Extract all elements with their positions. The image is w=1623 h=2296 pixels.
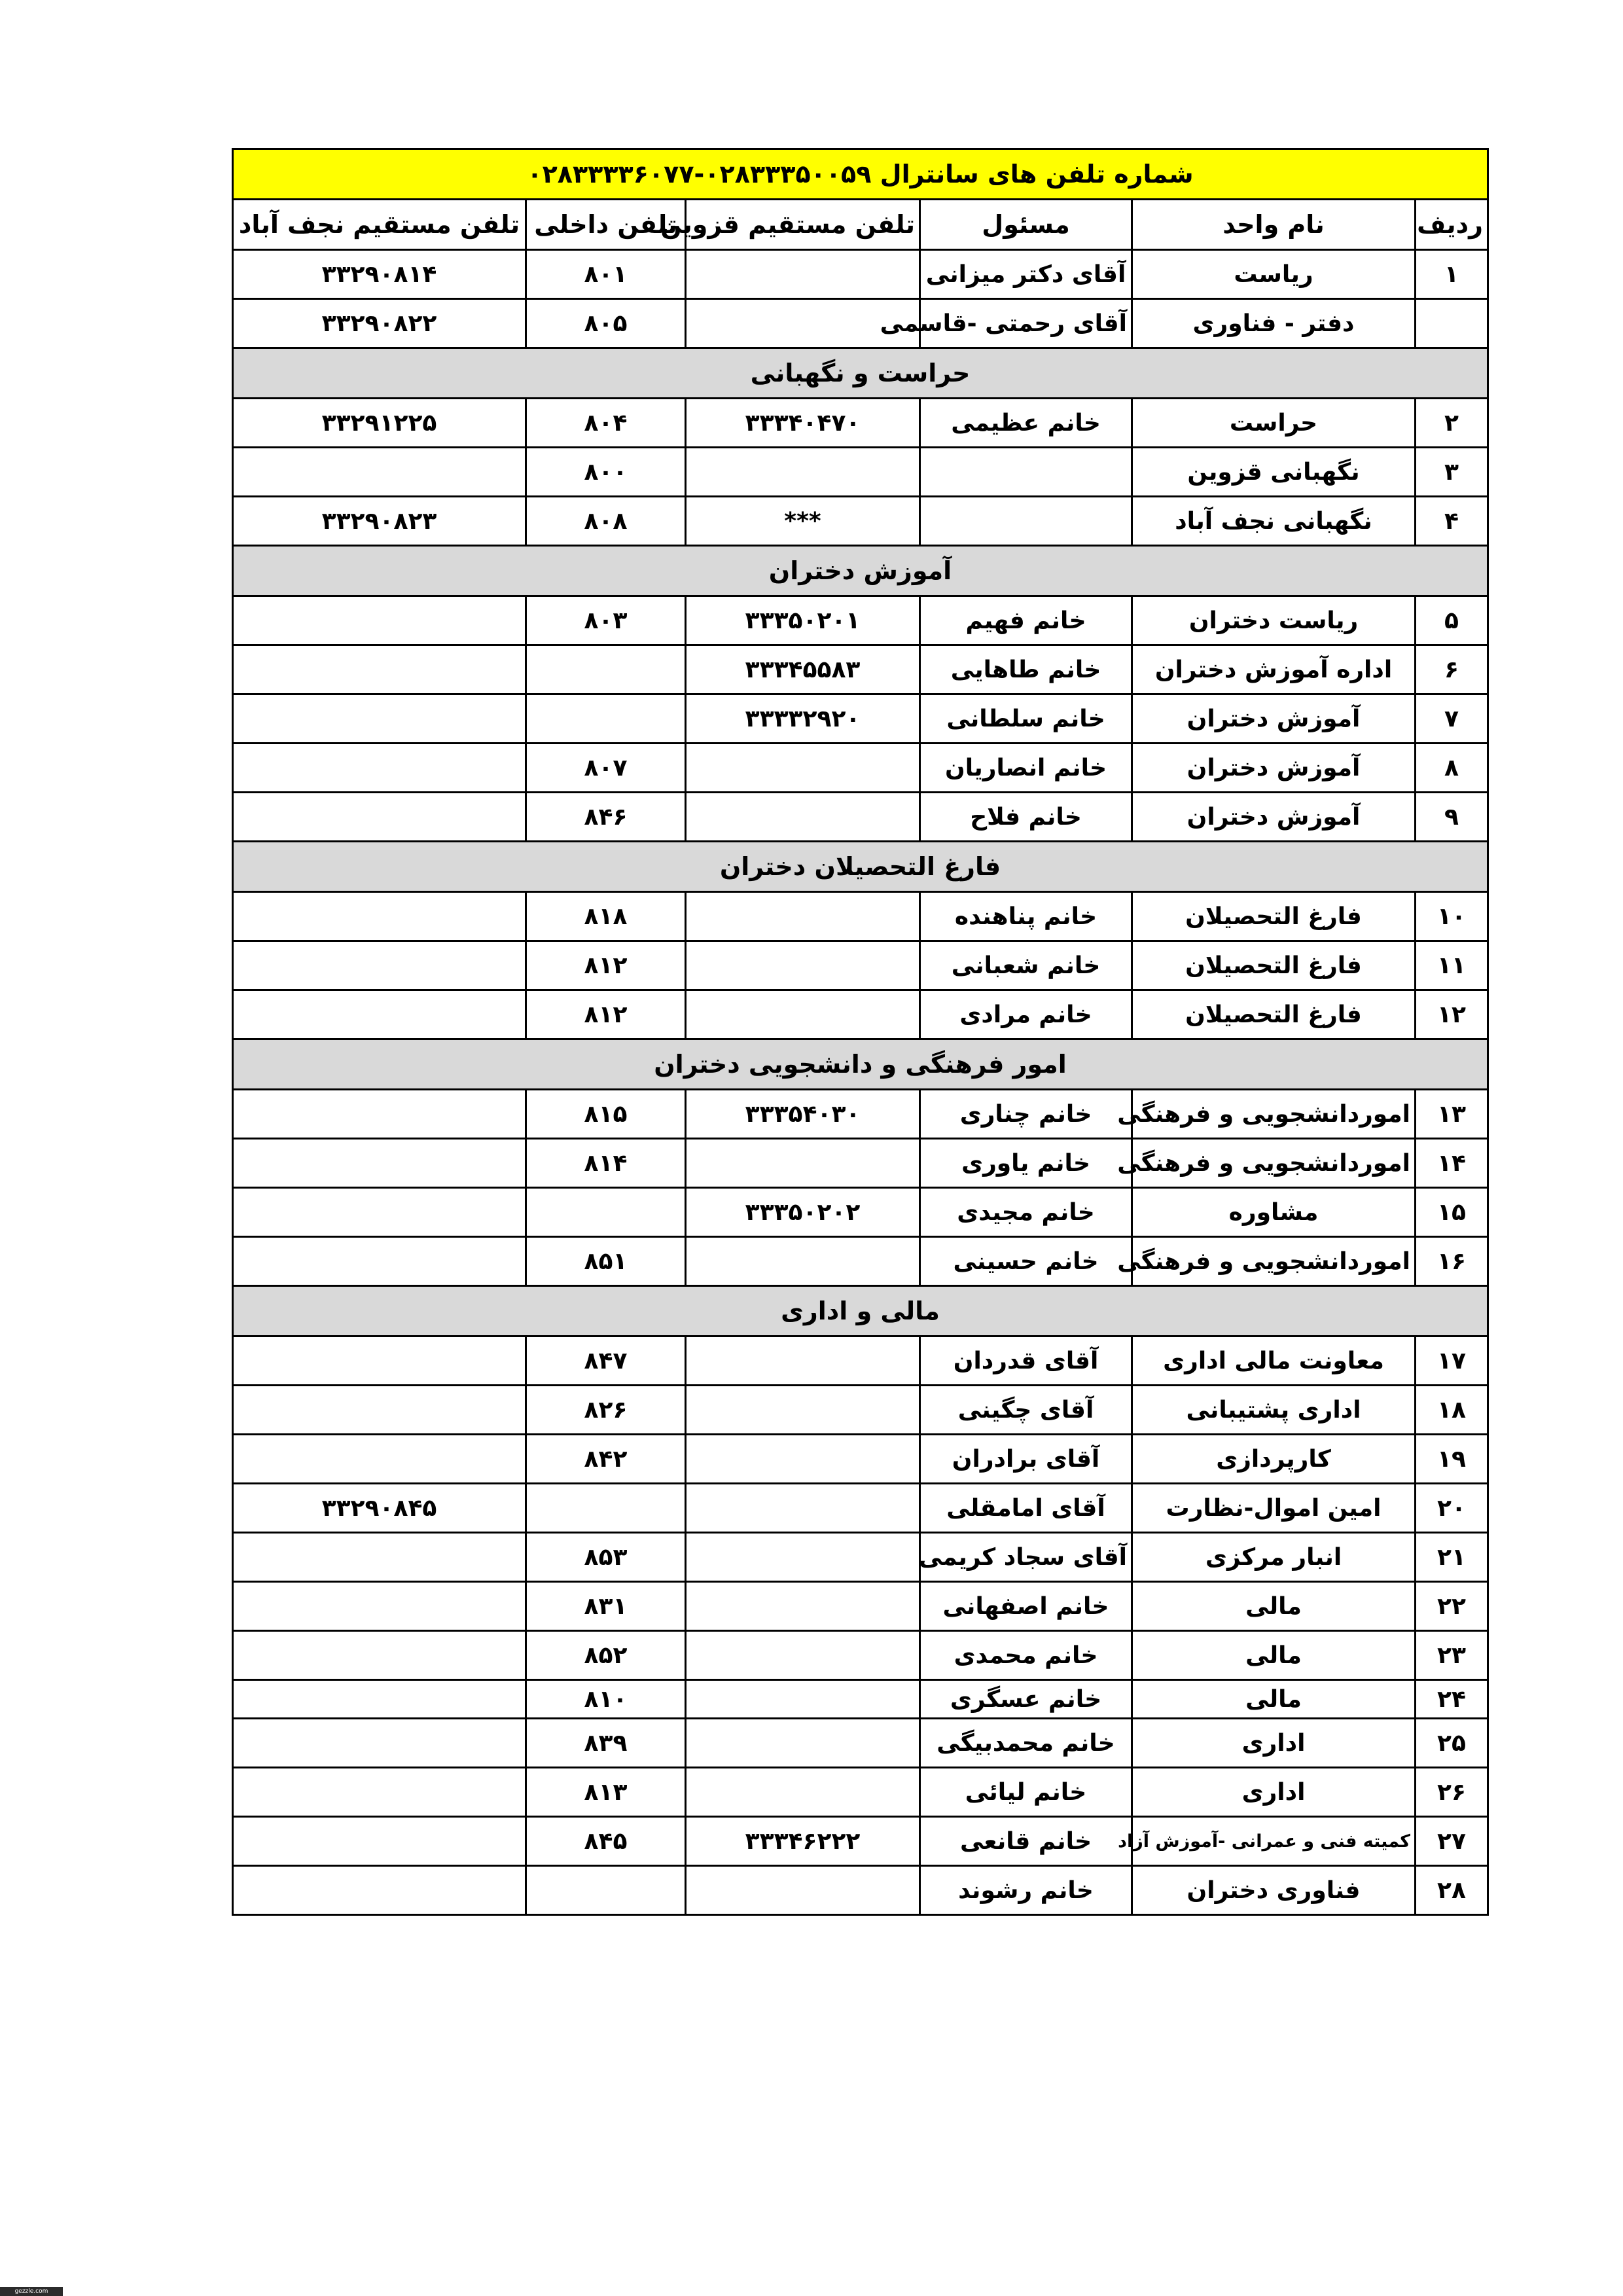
cell-qazvin-phone [686, 793, 920, 842]
cell-unit: آموزش دختران [1132, 694, 1416, 744]
header-internal-phone: تلفن داخلی [526, 200, 686, 250]
cell-person: آقای قدردان [920, 1336, 1132, 1386]
cell-najafabad-phone: ۳۳۲۹۰۸۲۲ [233, 299, 526, 348]
section-title: امور فرهنگی و دانشجویی دختران [233, 1039, 1488, 1090]
title-row [233, 149, 1488, 200]
cell-person: خانم سلطانی [920, 694, 1132, 744]
cell-person: خانم محمدی [920, 1631, 1132, 1680]
cell-unit: فارغ التحصیلان [1132, 941, 1416, 990]
cell-radif: ۲۲ [1416, 1582, 1488, 1631]
cell-radif: ۲۵ [1416, 1719, 1488, 1768]
cell-unit: اداره آموزش دختران [1132, 645, 1416, 694]
cell-unit: معاونت مالی اداری [1132, 1336, 1416, 1386]
cell-radif: ۲۶ [1416, 1768, 1488, 1817]
cell-qazvin-phone: ۳۳۳۵۰۲۰۲ [686, 1188, 920, 1237]
cell-internal-phone: ۸۱۵ [526, 1090, 686, 1139]
table-row [233, 793, 1488, 842]
table-row [233, 497, 1488, 546]
section-title: حراست و نگهبانی [233, 348, 1488, 399]
table-row [233, 645, 1488, 694]
table-row [233, 1582, 1488, 1631]
cell-internal-phone [526, 694, 686, 744]
cell-internal-phone: ۸۳۹ [526, 1719, 686, 1768]
cell-unit: اموردانشجویی و فرهنگی [1132, 1090, 1416, 1139]
cell-internal-phone: ۸۰۵ [526, 299, 686, 348]
cell-najafabad-phone: ۳۳۲۹۰۸۴۵ [233, 1484, 526, 1533]
cell-unit: اموردانشجویی و فرهنگی [1132, 1237, 1416, 1286]
cell-radif: ۱۲ [1416, 990, 1488, 1039]
cell-unit: دفتر - فناوری [1132, 299, 1416, 348]
section-title: آموزش دختران [233, 546, 1488, 596]
cell-person: خانم قانعی [920, 1817, 1132, 1866]
cell-person: خانم انصاریان [920, 744, 1132, 793]
cell-unit: اداری [1132, 1719, 1416, 1768]
table-row [233, 1435, 1488, 1484]
cell-unit: ریاست دختران [1132, 596, 1416, 645]
cell-internal-phone [526, 1484, 686, 1533]
cell-person: خانم شعبانی [920, 941, 1132, 990]
header-row [233, 200, 1488, 250]
cell-radif: ۱۴ [1416, 1139, 1488, 1188]
cell-najafabad-phone: ۳۳۲۹۰۸۱۴ [233, 250, 526, 299]
cell-internal-phone: ۸۴۷ [526, 1336, 686, 1386]
cell-person: خانم طاهایی [920, 645, 1132, 694]
cell-radif: ۱۷ [1416, 1336, 1488, 1386]
cell-qazvin-phone: ۳۳۳۴۰۴۷۰ [686, 399, 920, 448]
cell-radif: ۱۵ [1416, 1188, 1488, 1237]
cell-unit: مشاوره [1132, 1188, 1416, 1237]
cell-unit: ریاست [1132, 250, 1416, 299]
cell-radif [1416, 299, 1488, 348]
cell-radif: ۲۴ [1416, 1680, 1488, 1719]
cell-radif: ۲۸ [1416, 1866, 1488, 1915]
table-row [233, 1090, 1488, 1139]
cell-internal-phone: ۸۴۲ [526, 1435, 686, 1484]
cell-unit: کارپردازی [1132, 1435, 1416, 1484]
cell-najafabad-phone [233, 1386, 526, 1435]
cell-unit: مالی [1132, 1582, 1416, 1631]
section-row [233, 842, 1488, 892]
cell-radif: ۸ [1416, 744, 1488, 793]
cell-person: خانم حسینی [920, 1237, 1132, 1286]
cell-qazvin-phone: ۳۳۳۴۵۵۸۳ [686, 645, 920, 694]
cell-najafabad-phone [233, 448, 526, 497]
cell-internal-phone: ۸۵۲ [526, 1631, 686, 1680]
cell-unit: نگهبانی قزوین [1132, 448, 1416, 497]
cell-person: خانم چناری [920, 1090, 1132, 1139]
cell-unit: فارغ التحصیلان [1132, 990, 1416, 1039]
table-row [233, 941, 1488, 990]
cell-qazvin-phone [686, 744, 920, 793]
table-row [233, 1484, 1488, 1533]
header-unit: نام واحد [1132, 200, 1416, 250]
table-row [233, 744, 1488, 793]
table-row [233, 1866, 1488, 1915]
cell-internal-phone: ۸۰۳ [526, 596, 686, 645]
cell-najafabad-phone [233, 1336, 526, 1386]
cell-qazvin-phone [686, 250, 920, 299]
cell-person [920, 448, 1132, 497]
cell-person: خانم عسگری [920, 1680, 1132, 1719]
cell-unit: انبار مرکزی [1132, 1533, 1416, 1582]
cell-internal-phone: ۸۰۰ [526, 448, 686, 497]
cell-radif: ۴ [1416, 497, 1488, 546]
cell-radif: ۲۷ [1416, 1817, 1488, 1866]
cell-radif: ۵ [1416, 596, 1488, 645]
cell-radif: ۱۹ [1416, 1435, 1488, 1484]
table-row [233, 250, 1488, 299]
section-row [233, 546, 1488, 596]
cell-qazvin-phone [686, 1768, 920, 1817]
cell-qazvin-phone: ۳۳۳۳۲۹۲۰ [686, 694, 920, 744]
watermark-logo: gezzle.com [0, 2287, 63, 2296]
cell-najafabad-phone [233, 645, 526, 694]
cell-unit: نگهبانی نجف آباد [1132, 497, 1416, 546]
cell-qazvin-phone: ۳۳۳۵۰۲۰۱ [686, 596, 920, 645]
table-row [233, 1533, 1488, 1582]
cell-najafabad-phone [233, 1435, 526, 1484]
table-row [233, 596, 1488, 645]
table-row [233, 299, 1488, 348]
cell-qazvin-phone: ۳۳۳۵۴۰۳۰ [686, 1090, 920, 1139]
cell-internal-phone: ۸۴۶ [526, 793, 686, 842]
table-row [233, 1817, 1488, 1866]
cell-qazvin-phone [686, 1386, 920, 1435]
cell-person: خانم رشوند [920, 1866, 1132, 1915]
header-najafabad-phone: تلفن مستقیم نجف آباد [233, 200, 526, 250]
cell-qazvin-phone [686, 1719, 920, 1768]
cell-person: خانم فهیم [920, 596, 1132, 645]
cell-najafabad-phone [233, 694, 526, 744]
cell-qazvin-phone [686, 1484, 920, 1533]
section-title: مالی و اداری [233, 1286, 1488, 1336]
cell-person: آقای چگینی [920, 1386, 1132, 1435]
cell-radif: ۱۰ [1416, 892, 1488, 941]
cell-najafabad-phone [233, 1139, 526, 1188]
cell-unit: فناوری دختران [1132, 1866, 1416, 1915]
cell-radif: ۲ [1416, 399, 1488, 448]
cell-radif: ۹ [1416, 793, 1488, 842]
cell-najafabad-phone [233, 1680, 526, 1719]
cell-najafabad-phone [233, 1090, 526, 1139]
cell-qazvin-phone [686, 1680, 920, 1719]
cell-person: خانم عظیمی [920, 399, 1132, 448]
cell-qazvin-phone [686, 892, 920, 941]
cell-najafabad-phone [233, 1768, 526, 1817]
cell-person: خانم یاوری [920, 1139, 1132, 1188]
cell-unit: اداری [1132, 1768, 1416, 1817]
table-row [233, 892, 1488, 941]
table-row [233, 990, 1488, 1039]
header-person: مسئول [920, 200, 1132, 250]
cell-najafabad-phone [233, 596, 526, 645]
cell-najafabad-phone [233, 793, 526, 842]
cell-internal-phone: ۸۳۱ [526, 1582, 686, 1631]
cell-najafabad-phone: ۳۳۲۹۱۲۲۵ [233, 399, 526, 448]
cell-qazvin-phone [686, 1631, 920, 1680]
cell-internal-phone: ۸۱۴ [526, 1139, 686, 1188]
header-qazvin-phone: تلفن مستقیم قزوین [686, 200, 920, 250]
cell-person [920, 497, 1132, 546]
cell-radif: ۶ [1416, 645, 1488, 694]
section-row [233, 1039, 1488, 1090]
cell-person: خانم پناهنده [920, 892, 1132, 941]
cell-internal-phone: ۸۰۷ [526, 744, 686, 793]
cell-najafabad-phone [233, 744, 526, 793]
cell-internal-phone: ۸۱۲ [526, 990, 686, 1039]
cell-internal-phone [526, 1866, 686, 1915]
table-row [233, 1768, 1488, 1817]
cell-radif: ۱۶ [1416, 1237, 1488, 1286]
section-title: فارغ التحصیلان دختران [233, 842, 1488, 892]
cell-internal-phone [526, 645, 686, 694]
table-row [233, 1631, 1488, 1680]
cell-person: آقای رحمتی -قاسمی [920, 299, 1132, 348]
cell-radif: ۳ [1416, 448, 1488, 497]
cell-qazvin-phone [686, 1582, 920, 1631]
cell-radif: ۱۳ [1416, 1090, 1488, 1139]
cell-unit: مالی [1132, 1631, 1416, 1680]
table-row [233, 1719, 1488, 1768]
cell-internal-phone: ۸۵۱ [526, 1237, 686, 1286]
cell-person: آقای امامقلی [920, 1484, 1132, 1533]
cell-person: خانم مجیدی [920, 1188, 1132, 1237]
cell-najafabad-phone [233, 1817, 526, 1866]
cell-unit: مالی [1132, 1680, 1416, 1719]
cell-najafabad-phone [233, 892, 526, 941]
cell-person: خانم محمدبیگی [920, 1719, 1132, 1768]
cell-person: آقای دکتر میزانی [920, 250, 1132, 299]
table-row [233, 448, 1488, 497]
cell-unit: فارغ التحصیلان [1132, 892, 1416, 941]
cell-najafabad-phone [233, 1188, 526, 1237]
cell-unit: امین اموال-نظارت [1132, 1484, 1416, 1533]
cell-qazvin-phone [686, 448, 920, 497]
table-row [233, 1386, 1488, 1435]
cell-najafabad-phone [233, 1631, 526, 1680]
cell-najafabad-phone [233, 1582, 526, 1631]
cell-qazvin-phone [686, 941, 920, 990]
table-row [233, 1188, 1488, 1237]
cell-najafabad-phone [233, 990, 526, 1039]
table-row [233, 399, 1488, 448]
header-radif: ردیف [1416, 200, 1488, 250]
cell-person: خانم لیائی [920, 1768, 1132, 1817]
cell-najafabad-phone [233, 1719, 526, 1768]
cell-najafabad-phone [233, 1533, 526, 1582]
cell-internal-phone: ۸۱۰ [526, 1680, 686, 1719]
cell-radif: ۲۰ [1416, 1484, 1488, 1533]
cell-internal-phone: ۸۰۴ [526, 399, 686, 448]
cell-internal-phone: ۸۵۳ [526, 1533, 686, 1582]
cell-qazvin-phone [686, 1336, 920, 1386]
cell-internal-phone [526, 1188, 686, 1237]
cell-internal-phone: ۸۱۳ [526, 1768, 686, 1817]
cell-person: خانم اصفهانی [920, 1582, 1132, 1631]
cell-unit: حراست [1132, 399, 1416, 448]
central-phones-title: شماره تلفن های سانترال ۰۲۸۳۳۳۵۰۰۵۹-۰۲۸۳۳۳۳۶۰۷۷ [233, 149, 1488, 200]
table-row [233, 694, 1488, 744]
section-row [233, 1286, 1488, 1336]
cell-radif: ۲۳ [1416, 1631, 1488, 1680]
cell-qazvin-phone [686, 1139, 920, 1188]
cell-person: خانم فلاح [920, 793, 1132, 842]
cell-unit: آموزش دختران [1132, 744, 1416, 793]
cell-internal-phone: ۸۲۶ [526, 1386, 686, 1435]
cell-internal-phone: ۸۱۲ [526, 941, 686, 990]
cell-internal-phone: ۸۱۸ [526, 892, 686, 941]
cell-unit: اموردانشجویی و فرهنگی [1132, 1139, 1416, 1188]
cell-najafabad-phone [233, 941, 526, 990]
cell-radif: ۷ [1416, 694, 1488, 744]
cell-najafabad-phone [233, 1866, 526, 1915]
cell-radif: ۱۸ [1416, 1386, 1488, 1435]
phone-directory-table [232, 148, 1489, 1916]
cell-internal-phone: ۸۰۱ [526, 250, 686, 299]
cell-person: خانم مرادی [920, 990, 1132, 1039]
cell-person: آقای سجاد کریمی [920, 1533, 1132, 1582]
cell-qazvin-phone [686, 1435, 920, 1484]
cell-qazvin-phone [686, 1533, 920, 1582]
cell-qazvin-phone [686, 1866, 920, 1915]
cell-qazvin-phone [686, 1237, 920, 1286]
table-row [233, 1237, 1488, 1286]
table-row [233, 1680, 1488, 1719]
cell-radif: ۲۱ [1416, 1533, 1488, 1582]
table-row [233, 1336, 1488, 1386]
cell-qazvin-phone: *** [686, 497, 920, 546]
cell-internal-phone: ۸۴۵ [526, 1817, 686, 1866]
cell-radif: ۱۱ [1416, 941, 1488, 990]
cell-najafabad-phone [233, 1237, 526, 1286]
cell-qazvin-phone: ۳۳۳۴۶۲۲۲ [686, 1817, 920, 1866]
cell-unit: آموزش دختران [1132, 793, 1416, 842]
cell-person: آقای برادران [920, 1435, 1132, 1484]
table-body [233, 149, 1488, 1915]
section-row [233, 348, 1488, 399]
cell-radif: ۱ [1416, 250, 1488, 299]
cell-unit: اداری پشتیبانی [1132, 1386, 1416, 1435]
cell-qazvin-phone [686, 990, 920, 1039]
cell-internal-phone: ۸۰۸ [526, 497, 686, 546]
cell-najafabad-phone: ۳۳۲۹۰۸۲۳ [233, 497, 526, 546]
cell-unit: کمیته فنی و عمرانی -آموزش آزاد [1132, 1817, 1416, 1866]
table-row [233, 1139, 1488, 1188]
